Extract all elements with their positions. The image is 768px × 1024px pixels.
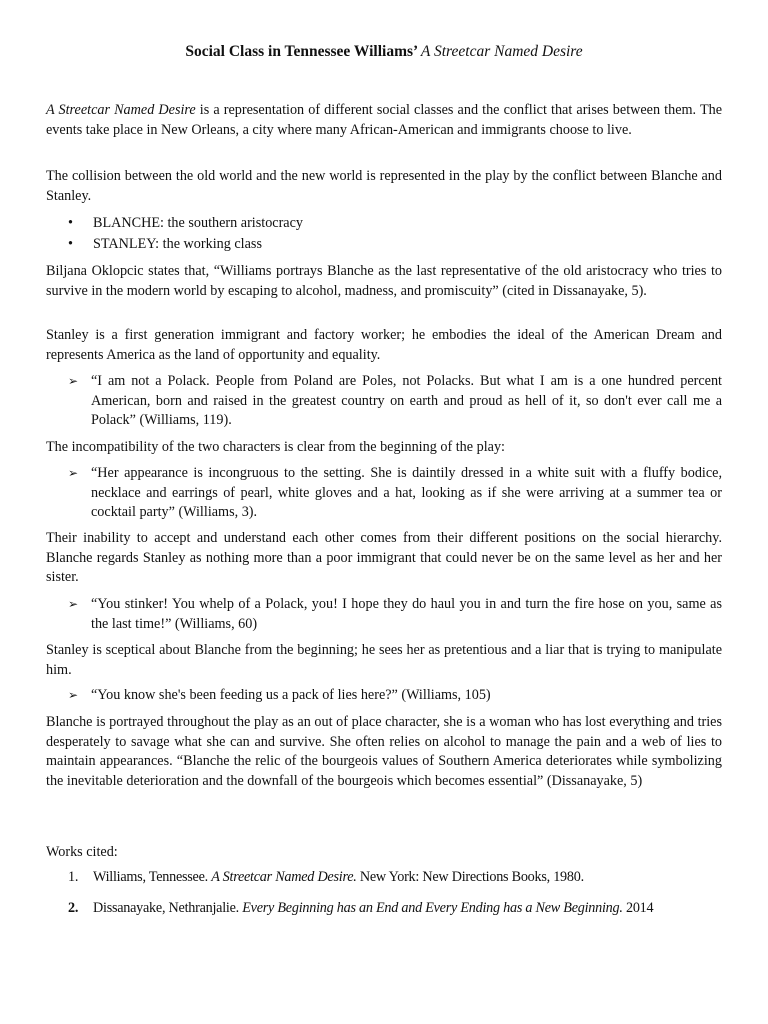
citation-text bbox=[93, 899, 722, 919]
citation-number: 2. bbox=[68, 900, 79, 916]
citation-title: A Streetcar Named Desire. bbox=[211, 869, 357, 885]
quote-text: “You know she's been feeding us a pack of lies here?” (Williams, 105) bbox=[91, 687, 491, 703]
paragraph-sceptical: Stanley is sceptical about Blanche from the beginning; he sees her as pretentious and a liar that is trying to manipulate him. bbox=[46, 642, 722, 678]
citation-publication: New York: New Directions Books, 1980. bbox=[356, 869, 584, 885]
works-cited-heading: Works cited: bbox=[46, 844, 118, 860]
title-main: Social Class in Tennessee Williams’ bbox=[185, 43, 418, 60]
arrow-bullet-icon: ➢ bbox=[68, 374, 79, 388]
citation-publication: 2014 bbox=[622, 900, 654, 916]
paragraph-blanche: Blanche is portrayed throughout the play as an out of place character, she is a woman who has lost everything and tries desperately to savage what she can and survive. She often relies on alcohol to manage the pain and a web of lies to maintain appearances. “Blanche the relic of the bourgeois values of Southern America deteriorates while symbolizing the inevitable deterioration and the downfall of the bourgeois which becomes essential” (Dissanayake, 5) bbox=[46, 714, 722, 789]
quote-text: “Her appearance is incongruous to the setting. She is daintily dressed in a white suit with a fluffy bodice, necklace and earrings of pearl, white gloves and a hat, looking as if she were arriving at a summer tea or cocktail party” (Williams, 3). bbox=[91, 465, 722, 520]
title-italic: A Streetcar Named Desire bbox=[420, 43, 583, 60]
paragraph-inability: Their inability to accept and understand each other comes from their different positions on the social hierarchy. Blanche regards Stanley as nothing more than a poor immigrant that could never be on the same level as her and her sister. bbox=[46, 530, 722, 585]
citation-text bbox=[93, 868, 722, 888]
arrow-bullet-icon: ➢ bbox=[68, 466, 79, 480]
paragraph-collision: The collision between the old world and the new world is represented in the play by the conflict between Blanche and Stanley. bbox=[46, 168, 722, 204]
paragraph-intro bbox=[46, 101, 722, 140]
quote-text: “I am not a Polack. People from Poland are Poles, not Polacks. But what I am is a one hundred percent American, born and raised in the greatest country on earth and proud as hell of it, so don't ever call me a Polack” (Williams, 119). bbox=[91, 373, 722, 428]
bullet-text: BLANCHE: the southern aristocracy bbox=[93, 215, 303, 231]
citation-number: 1. bbox=[68, 869, 79, 885]
arrow-bullet-icon: ➢ bbox=[68, 688, 79, 702]
paragraph-oklopcic: Biljana Oklopcic states that, “Williams portrays Blanche as the last representative of the old aristocracy who tries to survive in the modern world by escaping to alcohol, madness, and promiscuity” (cited in Dissanayake, 5). bbox=[46, 263, 722, 299]
arrow-bullet-icon: ➢ bbox=[68, 597, 79, 611]
bullet-dot-icon: • bbox=[68, 236, 73, 252]
quote-text: “You stinker! You whelp of a Polack, you! I hope they do haul you in and turn the fire hose on you, same as the last time!” (Williams, 60) bbox=[91, 596, 722, 632]
paragraph-stanley: Stanley is a first generation immigrant and factory worker; he embodies the ideal of the American Dream and represents America as the land of opportunity and equality. bbox=[46, 327, 722, 363]
citation-author: Williams, Tennessee. bbox=[93, 869, 212, 885]
document-title bbox=[46, 43, 722, 61]
citation-author: Dissanayake, Nethranjalie. bbox=[93, 900, 243, 916]
bullet-text: STANLEY: the working class bbox=[93, 236, 262, 252]
paragraph-incompatibility: The incompatibility of the two characters is clear from the beginning of the play: bbox=[46, 439, 505, 455]
intro-play-title: A Streetcar Named Desire bbox=[46, 102, 196, 118]
citation-title: Every Beginning has an End and Every Ending has a New Beginning. bbox=[242, 900, 623, 916]
intro-text: is a representation of different social classes and the conflict that arises between them. The events take place in New Orleans, a city where many African-American and immigrants choose to live. bbox=[46, 102, 722, 138]
bullet-dot-icon: • bbox=[68, 215, 73, 231]
